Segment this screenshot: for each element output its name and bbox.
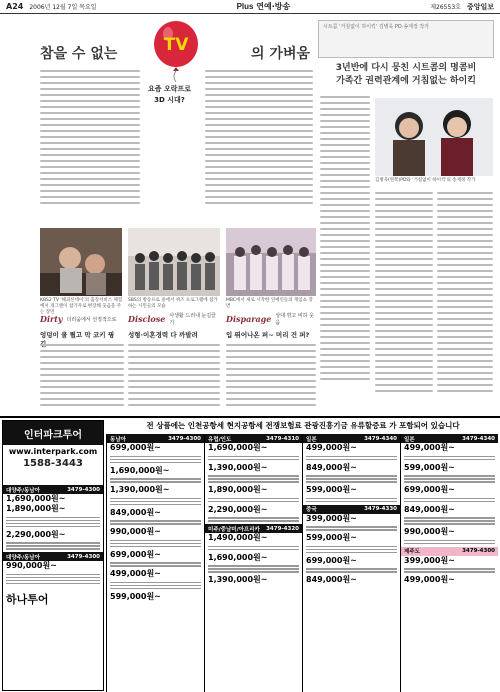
- body-dirty: [40, 344, 124, 412]
- article-body-col1: [40, 70, 140, 220]
- tv-balloon-icon: [150, 20, 202, 82]
- ad-col-europe: 유럽/인도 3479-4310 1,690,000원~ 1,390,000원~ 1,890,000원~ 2,290,000원~ 미주/중남미/아프리카 3479-4320 1,490,000원~ 1,690,000원~ 1,390,000원~: [204, 434, 302, 692]
- page-header: [0, 0, 500, 14]
- ad-col-japan: 일본 3479-4340 499,000원~ 849,000원~ 599,000원~ 중국 3479-4330 399,000원~ 599,000원~ 699,000원~ 849,000원~: [302, 434, 400, 692]
- interpark-tel: 1588-3443: [23, 458, 83, 469]
- body-disparage: [226, 344, 316, 412]
- ad-price-1: 1,690,000원~: [6, 494, 66, 503]
- article-body-col2: [205, 70, 313, 220]
- ad-headline: 전 상품에는 인천공항세 현지공항세 전쟁보험료 관광진흥기금 유류할증료 가 포함되어 있습니다: [106, 418, 500, 432]
- caption-1: KBS2 TV '해피선데이'의 출장서비스 체험에서 개그맨이 참가자로 변장해 웃음을 주는 장면: [40, 298, 123, 315]
- title-left: 참을 수 없는: [40, 46, 118, 62]
- issue-date: 2006년 12월 7일 목요일: [29, 4, 97, 11]
- interpark-brand: 인터파크투어: [24, 429, 82, 441]
- caption-2: SBS의 방송프로 중에서 퀴즈 프로그램에 참가하는 시민들의 모습: [128, 298, 218, 309]
- interpark-tour-ad: [2, 420, 104, 691]
- ad-region-japan: 일본 3479-4340: [303, 434, 400, 443]
- ad-region-southeast-asia: 동남아 3479-4300: [107, 434, 204, 443]
- sub-headline-3: 입 뛰어나온 퍼~ 머리 건 퍼?: [226, 331, 310, 339]
- tag-disclose: Disclose 사생활 드러내 눈길끌기: [128, 313, 216, 326]
- right-caption: 김병욱(왼쪽)PD와 '거침없이 하이킥'의 송재정 작가: [375, 178, 476, 183]
- ad-price-2: 1,890,000원~: [6, 504, 66, 513]
- ad-col-japan-2: 일본 3479-4340 499,000원~ 599,000원~ 699,000원~ 849,000원~ 990,000원~ 제주도 3479-4300 399,000원~ 499,000원~: [400, 434, 498, 692]
- ad-region-jeju: 제주도 3479-4300: [401, 547, 498, 556]
- ad-brand-bottom: 하나투어: [6, 592, 49, 606]
- tag-disparage: Disparage 상대 깎고 비하 웃음: [226, 313, 314, 326]
- sub-question: 요즘 오락프로 3D 시대?: [148, 85, 192, 104]
- caption-3: MBC에서 새로 시작한 연예인들의 게임쇼 장면: [226, 298, 313, 309]
- body-disclose: [128, 344, 220, 412]
- photo-pd-writer: [375, 98, 493, 176]
- right-headline: 3년반에 다시 뭉친 시트콤의 명콤비 가족간 권력관계에 거침없는 하이킥: [335, 63, 477, 86]
- ad-region-bar-2: 대양주/동남아 3479-4300: [3, 552, 103, 561]
- sub-headline-2: 성형·이혼경력 다 까발려: [128, 331, 198, 339]
- sub-headline-1: 엉덩이 쿨 뛸고 막 코키 꿩: [40, 331, 115, 339]
- ad-region-bar-1: 대양주/동남아 3479-4300: [3, 485, 103, 494]
- balloon-label: TV: [163, 35, 189, 55]
- right-article-box: [318, 20, 494, 58]
- interpark-url[interactable]: www.interpark.com: [8, 447, 98, 456]
- travel-advertisement: [0, 416, 500, 691]
- newspaper-brand: 중앙일보: [466, 2, 494, 11]
- ad-region-japan-2: 일본 3479-4340: [401, 434, 498, 443]
- photo-game-show: [226, 228, 316, 296]
- photo-happy-sunday: [40, 228, 122, 296]
- photo-quiz-show: [128, 228, 220, 296]
- section-title: Plus 연예·방송: [236, 2, 291, 11]
- ad-region-europe: 유럽/인도 3479-4310: [205, 434, 302, 443]
- page-number: A24: [6, 2, 24, 11]
- right-body-col3: [437, 192, 493, 406]
- ad-price-4: 990,000원~: [6, 561, 57, 570]
- interpark-banner: [3, 421, 103, 445]
- ad-price-3: 2,290,000원~: [6, 529, 66, 539]
- right-body-col1: [320, 96, 370, 406]
- ad-col-southeast-asia: 동남아 3479-4300 699,000원~ 1,690,000원~ 1,390,000원~ 849,000원~ 990,000원~ 699,000원~ 499,000원~ 599,000원~: [106, 434, 204, 692]
- tag-dirty: Dirty 더러움에서 선정적으로: [40, 314, 117, 324]
- ad-region-americas: 미주/중남미/아프리카 3479-4320: [205, 524, 302, 533]
- issue-number: 제26553호: [430, 4, 461, 11]
- right-box-label: 시트콤 '거침없이 하이킥' 김병욱 PD·송재정 작가: [323, 24, 430, 30]
- right-body-col2: [375, 192, 433, 406]
- ad-region-china: 중국 3479-4330: [303, 505, 400, 514]
- title-right: 의 가벼움: [251, 46, 310, 62]
